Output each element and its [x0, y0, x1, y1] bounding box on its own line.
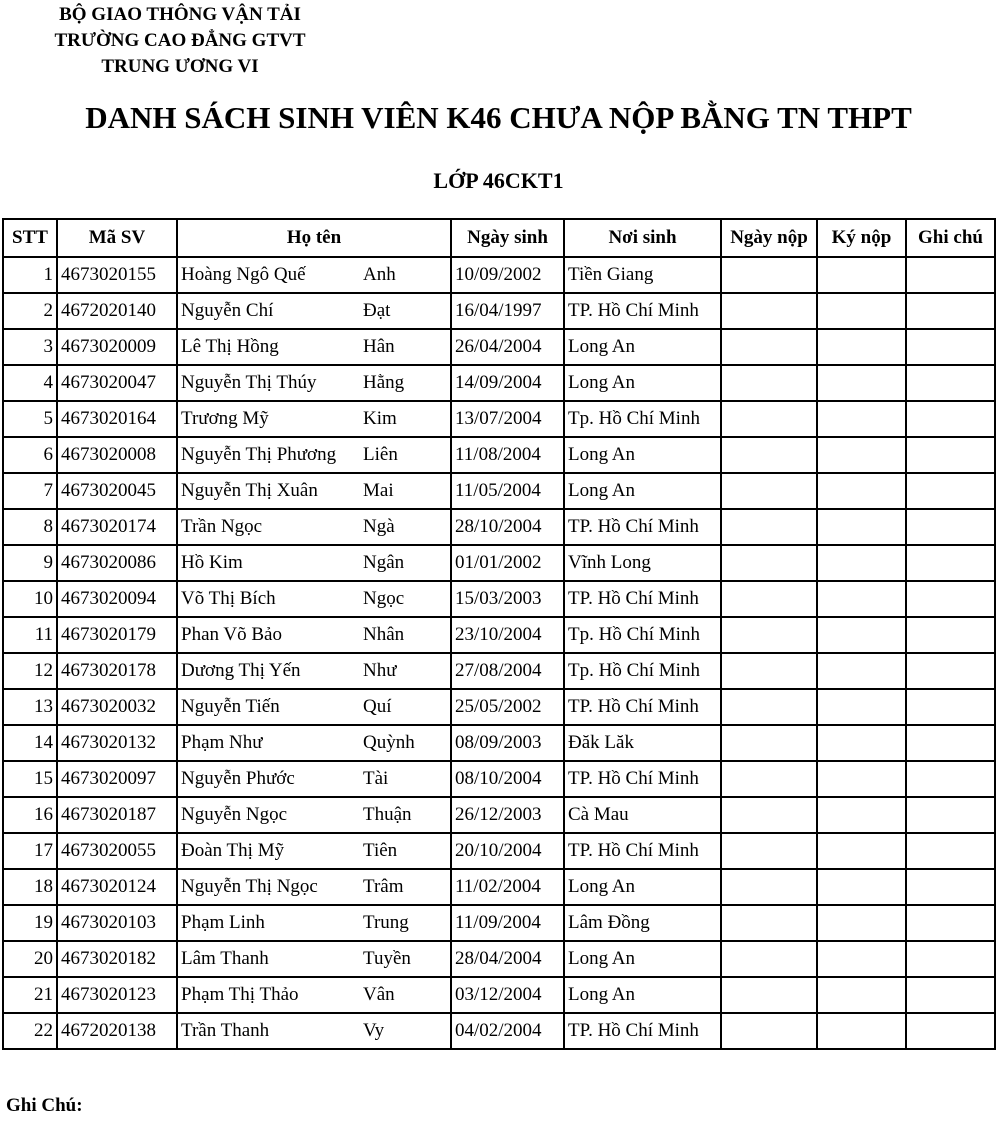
student-given-name: Kim: [363, 408, 397, 429]
table-row: [3, 689, 995, 725]
table-row: [3, 581, 995, 617]
cell-noi-sinh: Tp. Hồ Chí Minh: [564, 653, 721, 689]
student-surname: Phạm Thị Thảo: [181, 984, 299, 1005]
cell-ma-sv: 4673020047: [57, 365, 177, 401]
col-header-ho-ten: Họ tên: [177, 219, 451, 257]
student-given-name: Hằng: [363, 372, 405, 393]
cell-ma-sv: 4673020103: [57, 905, 177, 941]
student-surname: Nguyễn Thị Xuân: [181, 480, 318, 501]
table-row: [3, 941, 995, 977]
cell-ky-nop: [817, 869, 906, 905]
cell-ho-ten: [177, 401, 451, 437]
col-header-ma-sv: Mã SV: [57, 219, 177, 257]
cell-ma-sv: 4673020174: [57, 509, 177, 545]
cell-noi-sinh: Tp. Hồ Chí Minh: [564, 401, 721, 437]
table-row: [3, 905, 995, 941]
student-surname: Trần Ngọc: [181, 516, 263, 537]
cell-ngay-sinh: 08/09/2003: [451, 725, 564, 761]
table-row: [3, 293, 995, 329]
cell-ma-sv: 4673020045: [57, 473, 177, 509]
table-row: [3, 797, 995, 833]
cell-stt: 4: [3, 365, 57, 401]
cell-ho-ten: [177, 797, 451, 833]
cell-ho-ten: [177, 689, 451, 725]
cell-stt: 10: [3, 581, 57, 617]
cell-ghi-chu: [906, 545, 995, 581]
cell-ho-ten: [177, 977, 451, 1013]
cell-ky-nop: [817, 905, 906, 941]
cell-ky-nop: [817, 509, 906, 545]
student-given-name: Anh: [363, 264, 396, 285]
cell-ngay-sinh: 23/10/2004: [451, 617, 564, 653]
cell-ma-sv: 4672020140: [57, 293, 177, 329]
cell-ky-nop: [817, 365, 906, 401]
table-row: [3, 257, 995, 293]
cell-ngay-sinh: 11/08/2004: [451, 437, 564, 473]
student-given-name: Thuận: [363, 804, 412, 825]
student-surname: Nguyễn Thị Phương: [181, 444, 337, 465]
student-surname: Nguyễn Chí: [181, 300, 274, 321]
student-given-name: Quí: [363, 696, 392, 717]
cell-ngay-nop: [721, 509, 817, 545]
cell-ghi-chu: [906, 797, 995, 833]
cell-ghi-chu: [906, 941, 995, 977]
student-surname: Phạm Linh: [181, 912, 265, 933]
cell-ho-ten: [177, 365, 451, 401]
cell-ky-nop: [817, 833, 906, 869]
cell-stt: 5: [3, 401, 57, 437]
cell-ghi-chu: [906, 257, 995, 293]
cell-ngay-nop: [721, 833, 817, 869]
cell-ghi-chu: [906, 653, 995, 689]
cell-ngay-nop: [721, 365, 817, 401]
cell-ngay-sinh: 20/10/2004: [451, 833, 564, 869]
cell-ho-ten: [177, 761, 451, 797]
organization-header: [0, 2, 360, 80]
student-surname: Võ Thị Bích: [181, 588, 276, 609]
cell-ho-ten: [177, 581, 451, 617]
cell-ghi-chu: [906, 761, 995, 797]
table-row: [3, 545, 995, 581]
student-given-name: Tiên: [363, 840, 398, 861]
col-header-ngay-sinh: Ngày sinh: [451, 219, 564, 257]
cell-ngay-sinh: 01/01/2002: [451, 545, 564, 581]
cell-ghi-chu: [906, 689, 995, 725]
cell-ma-sv: 4673020182: [57, 941, 177, 977]
cell-ma-sv: 4673020094: [57, 581, 177, 617]
student-surname: Hồ Kim: [181, 552, 243, 573]
cell-ho-ten: [177, 905, 451, 941]
table-row: [3, 617, 995, 653]
cell-ma-sv: 4673020179: [57, 617, 177, 653]
cell-ngay-sinh: 11/05/2004: [451, 473, 564, 509]
cell-ngay-sinh: 13/07/2004: [451, 401, 564, 437]
cell-stt: 12: [3, 653, 57, 689]
col-header-noi-sinh: Nơi sinh: [564, 219, 721, 257]
cell-ma-sv: 4673020155: [57, 257, 177, 293]
cell-ngay-nop: [721, 653, 817, 689]
student-surname: Lâm Thanh: [181, 948, 269, 969]
cell-ngay-sinh: 25/05/2002: [451, 689, 564, 725]
cell-noi-sinh: TP. Hồ Chí Minh: [564, 761, 721, 797]
cell-ma-sv: 4673020009: [57, 329, 177, 365]
cell-ghi-chu: [906, 905, 995, 941]
table-row: [3, 401, 995, 437]
cell-noi-sinh: TP. Hồ Chí Minh: [564, 1013, 721, 1049]
cell-ngay-nop: [721, 869, 817, 905]
cell-ghi-chu: [906, 329, 995, 365]
cell-ho-ten: [177, 1013, 451, 1049]
col-header-ngay-nop: Ngày nộp: [721, 219, 817, 257]
cell-ky-nop: [817, 653, 906, 689]
cell-ghi-chu: [906, 293, 995, 329]
cell-ky-nop: [817, 293, 906, 329]
cell-ngay-sinh: 04/02/2004: [451, 1013, 564, 1049]
cell-ma-sv: 4673020132: [57, 725, 177, 761]
cell-ho-ten: [177, 545, 451, 581]
cell-ghi-chu: [906, 869, 995, 905]
student-surname: Trần Thanh: [181, 1020, 270, 1041]
cell-noi-sinh: Tiền Giang: [564, 257, 721, 293]
student-given-name: Trung: [363, 912, 409, 933]
class-label: LỚP 46CKT1: [433, 168, 564, 193]
cell-ky-nop: [817, 329, 906, 365]
student-surname: Dương Thị Yến: [181, 660, 301, 681]
cell-stt: 9: [3, 545, 57, 581]
student-surname: Lê Thị Hồng: [181, 336, 279, 357]
cell-ky-nop: [817, 401, 906, 437]
cell-ngay-sinh: 26/12/2003: [451, 797, 564, 833]
cell-ngay-nop: [721, 725, 817, 761]
table-row: [3, 725, 995, 761]
cell-ma-sv: 4673020187: [57, 797, 177, 833]
cell-ma-sv: 4673020086: [57, 545, 177, 581]
col-header-ky-nop: Ký nộp: [817, 219, 906, 257]
cell-ngay-sinh: 11/09/2004: [451, 905, 564, 941]
cell-ma-sv: 4673020008: [57, 437, 177, 473]
cell-ho-ten: [177, 257, 451, 293]
cell-ghi-chu: [906, 1013, 995, 1049]
cell-ghi-chu: [906, 365, 995, 401]
cell-ngay-nop: [721, 941, 817, 977]
cell-ky-nop: [817, 1013, 906, 1049]
table-row: [3, 473, 995, 509]
cell-ngay-sinh: 03/12/2004: [451, 977, 564, 1013]
cell-ngay-sinh: 16/04/1997: [451, 293, 564, 329]
table-row: [3, 329, 995, 365]
cell-ma-sv: 4673020124: [57, 869, 177, 905]
cell-ho-ten: [177, 473, 451, 509]
student-surname: Nguyễn Thị Thúy: [181, 372, 317, 393]
cell-ngay-nop: [721, 797, 817, 833]
student-surname: Nguyễn Phước: [181, 768, 295, 789]
cell-ghi-chu: [906, 437, 995, 473]
student-given-name: Như: [363, 660, 397, 681]
cell-ma-sv: 4673020178: [57, 653, 177, 689]
cell-stt: 11: [3, 617, 57, 653]
student-given-name: Trâm: [363, 876, 404, 897]
org-school: TRƯỜNG CAO ĐẲNG GTVT: [54, 30, 306, 51]
cell-ngay-sinh: 11/02/2004: [451, 869, 564, 905]
cell-ho-ten: [177, 725, 451, 761]
cell-stt: 2: [3, 293, 57, 329]
cell-ky-nop: [817, 977, 906, 1013]
cell-ky-nop: [817, 257, 906, 293]
cell-ky-nop: [817, 581, 906, 617]
student-surname: Nguyễn Ngọc: [181, 804, 288, 825]
cell-noi-sinh: TP. Hồ Chí Minh: [564, 689, 721, 725]
cell-stt: 13: [3, 689, 57, 725]
cell-ghi-chu: [906, 509, 995, 545]
cell-stt: 16: [3, 797, 57, 833]
cell-ky-nop: [817, 473, 906, 509]
cell-ngay-nop: [721, 293, 817, 329]
student-given-name: Liên: [363, 444, 398, 465]
cell-ho-ten: [177, 869, 451, 905]
table-row: [3, 869, 995, 905]
table-row: [3, 1013, 995, 1049]
cell-noi-sinh: TP. Hồ Chí Minh: [564, 293, 721, 329]
cell-ngay-sinh: 10/09/2002: [451, 257, 564, 293]
cell-noi-sinh: TP. Hồ Chí Minh: [564, 833, 721, 869]
cell-stt: 6: [3, 437, 57, 473]
cell-stt: 7: [3, 473, 57, 509]
cell-ghi-chu: [906, 473, 995, 509]
cell-ho-ten: [177, 329, 451, 365]
cell-ho-ten: [177, 941, 451, 977]
table-row: [3, 977, 995, 1013]
cell-ngay-nop: [721, 689, 817, 725]
student-surname: Phạm Như: [181, 732, 263, 753]
cell-ky-nop: [817, 797, 906, 833]
cell-stt: 15: [3, 761, 57, 797]
cell-stt: 14: [3, 725, 57, 761]
cell-stt: 3: [3, 329, 57, 365]
cell-ky-nop: [817, 761, 906, 797]
cell-ngay-nop: [721, 473, 817, 509]
cell-ho-ten: [177, 509, 451, 545]
col-header-ghi-chu: Ghi chú: [906, 219, 995, 257]
cell-stt: 17: [3, 833, 57, 869]
student-given-name: Hân: [363, 336, 395, 357]
cell-ngay-sinh: 08/10/2004: [451, 761, 564, 797]
student-surname: Nguyễn Thị Ngọc: [181, 876, 318, 897]
student-given-name: Mai: [363, 480, 394, 501]
cell-noi-sinh: TP. Hồ Chí Minh: [564, 581, 721, 617]
student-given-name: Đạt: [363, 300, 391, 321]
cell-ngay-nop: [721, 617, 817, 653]
cell-ngay-nop: [721, 437, 817, 473]
cell-stt: 8: [3, 509, 57, 545]
cell-ma-sv: 4673020032: [57, 689, 177, 725]
cell-noi-sinh: Long An: [564, 437, 721, 473]
cell-noi-sinh: Vĩnh Long: [564, 545, 721, 581]
cell-ngay-sinh: 15/03/2003: [451, 581, 564, 617]
table-row: [3, 833, 995, 869]
cell-ghi-chu: [906, 725, 995, 761]
cell-ngay-sinh: 28/04/2004: [451, 941, 564, 977]
cell-noi-sinh: Tp. Hồ Chí Minh: [564, 617, 721, 653]
cell-ma-sv: 4673020164: [57, 401, 177, 437]
cell-ma-sv: 4673020055: [57, 833, 177, 869]
student-surname: Trương Mỹ: [181, 408, 269, 429]
student-given-name: Vân: [363, 984, 395, 1005]
cell-noi-sinh: Long An: [564, 365, 721, 401]
cell-stt: 21: [3, 977, 57, 1013]
cell-noi-sinh: Đăk Lăk: [564, 725, 721, 761]
cell-ngay-nop: [721, 257, 817, 293]
cell-ho-ten: [177, 617, 451, 653]
student-surname: Hoàng Ngô Quế: [181, 264, 306, 285]
cell-stt: 22: [3, 1013, 57, 1049]
table-row: [3, 761, 995, 797]
cell-ky-nop: [817, 725, 906, 761]
cell-ghi-chu: [906, 833, 995, 869]
cell-ngay-sinh: 26/04/2004: [451, 329, 564, 365]
cell-ky-nop: [817, 437, 906, 473]
cell-ky-nop: [817, 941, 906, 977]
cell-ghi-chu: [906, 617, 995, 653]
table-row: [3, 437, 995, 473]
cell-ho-ten: [177, 833, 451, 869]
cell-noi-sinh: TP. Hồ Chí Minh: [564, 509, 721, 545]
cell-ghi-chu: [906, 401, 995, 437]
cell-noi-sinh: Long An: [564, 473, 721, 509]
footer-note-label: Ghi Chú:: [6, 1095, 83, 1116]
cell-ghi-chu: [906, 977, 995, 1013]
student-given-name: Ngà: [363, 516, 395, 537]
student-table: [2, 218, 996, 1050]
student-given-name: Tài: [363, 768, 389, 789]
cell-ma-sv: 4672020138: [57, 1013, 177, 1049]
student-given-name: Nhân: [363, 624, 405, 645]
student-given-name: Ngọc: [363, 588, 405, 609]
cell-noi-sinh: Lâm Đồng: [564, 905, 721, 941]
cell-ngay-nop: [721, 905, 817, 941]
col-header-stt: STT: [3, 219, 57, 257]
student-given-name: Tuyền: [363, 948, 411, 969]
cell-ho-ten: [177, 293, 451, 329]
cell-noi-sinh: Long An: [564, 977, 721, 1013]
cell-stt: 18: [3, 869, 57, 905]
cell-ghi-chu: [906, 581, 995, 617]
cell-noi-sinh: Cà Mau: [564, 797, 721, 833]
student-surname: Đoàn Thị Mỹ: [181, 840, 285, 861]
cell-ky-nop: [817, 617, 906, 653]
cell-ngay-sinh: 27/08/2004: [451, 653, 564, 689]
cell-ngay-nop: [721, 1013, 817, 1049]
cell-ma-sv: 4673020097: [57, 761, 177, 797]
student-given-name: Ngân: [363, 552, 405, 573]
cell-stt: 19: [3, 905, 57, 941]
table-row: [3, 365, 995, 401]
student-given-name: Vy: [363, 1020, 385, 1041]
org-school-region: TRUNG ƯƠNG VI: [101, 56, 259, 77]
cell-ngay-nop: [721, 329, 817, 365]
table-row: [3, 509, 995, 545]
cell-ky-nop: [817, 689, 906, 725]
student-given-name: Quỳnh: [363, 732, 415, 753]
org-ministry: BỘ GIAO THÔNG VẬN TẢI: [59, 4, 301, 25]
cell-stt: 20: [3, 941, 57, 977]
student-surname: Nguyễn Tiến: [181, 696, 280, 717]
cell-ngay-sinh: 28/10/2004: [451, 509, 564, 545]
cell-ngay-nop: [721, 977, 817, 1013]
cell-ngay-nop: [721, 581, 817, 617]
cell-ngay-nop: [721, 761, 817, 797]
cell-ky-nop: [817, 545, 906, 581]
cell-noi-sinh: Long An: [564, 329, 721, 365]
cell-ho-ten: [177, 653, 451, 689]
cell-ngay-sinh: 14/09/2004: [451, 365, 564, 401]
cell-ho-ten: [177, 437, 451, 473]
cell-ngay-nop: [721, 545, 817, 581]
cell-ma-sv: 4673020123: [57, 977, 177, 1013]
table-row: [3, 653, 995, 689]
cell-stt: 1: [3, 257, 57, 293]
table-header-row: [3, 219, 995, 257]
document-title: DANH SÁCH SINH VIÊN K46 CHƯA NỘP BẰNG TN THPT: [85, 100, 912, 135]
cell-ngay-nop: [721, 401, 817, 437]
cell-noi-sinh: Long An: [564, 941, 721, 977]
student-surname: Phan Võ Bảo: [181, 624, 282, 645]
cell-noi-sinh: Long An: [564, 869, 721, 905]
